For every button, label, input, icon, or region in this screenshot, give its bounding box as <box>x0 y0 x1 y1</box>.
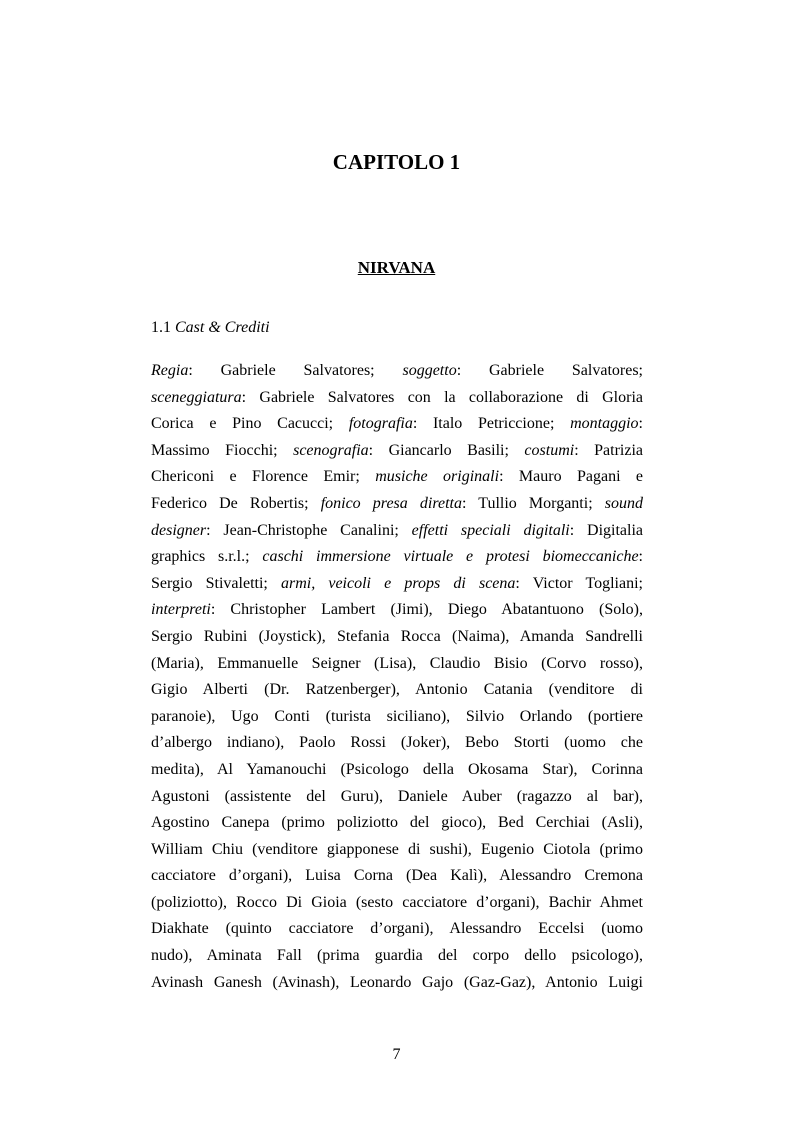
chapter-title: NIRVANA <box>357 258 436 277</box>
credit-text: : Patrizia <box>574 441 644 459</box>
credit-role-label: designer <box>151 521 207 539</box>
body-line <box>151 863 643 890</box>
credit-text: Sergio Stivaletti; <box>151 574 281 592</box>
credit-text: : Mauro Pagani e <box>499 468 644 486</box>
credit-role-label: armi, veicoli e props di scena <box>280 574 516 592</box>
body-line <box>151 943 643 970</box>
credit-text: nudo), Aminata Fall (prima guardia del corpo dello psicologo), <box>151 947 643 965</box>
body-line <box>151 890 643 917</box>
body-line <box>151 730 643 757</box>
body-line <box>151 757 643 784</box>
credit-role-label: montaggio <box>570 415 639 433</box>
credit-role-label: caschi immersione virtuale e protesi biomeccaniche <box>262 548 639 566</box>
body-line <box>151 810 643 837</box>
credit-text: cacciatore d’organi), Luisa Corna (Dea Kalì), Alessandro Cremona <box>151 867 643 885</box>
credit-role-label: interpreti <box>151 601 211 619</box>
credit-text: (Maria), Emmanuelle Seigner (Lisa), Claudio Bisio (Corvo rosso), <box>151 654 643 672</box>
credit-text: : Victor Togliani; <box>515 574 643 592</box>
credit-text: medita), Al Yamanouchi (Psicologo della Okosama Star), Corinna <box>151 760 643 778</box>
credit-text: Diakhate (quinto cacciatore d’organi), Alessandro Eccelsi (uomo <box>151 920 643 938</box>
body-line <box>151 837 643 864</box>
credit-text: (poliziotto), Rocco Di Gioia (sesto cacciatore d’organi), Bachir Ahmet <box>151 893 643 911</box>
credit-text: : Giancarlo Basili; <box>368 441 525 459</box>
credit-role-label: sceneggiatura <box>151 388 242 406</box>
section-title: Cast & Crediti <box>175 319 270 336</box>
credit-text: : <box>638 415 643 433</box>
body-text <box>151 358 643 996</box>
credit-text: Massimo Fiocchi; <box>151 441 294 459</box>
body-line <box>151 464 643 491</box>
credit-text: Corica e Pino Cacucci; <box>151 415 349 433</box>
credit-role-label: Regia <box>151 362 189 379</box>
body-line <box>151 385 643 412</box>
credit-text: : <box>638 548 643 566</box>
body-line <box>151 491 643 518</box>
credit-text: graphics s.r.l.; <box>151 548 263 566</box>
credit-text: paranoie), Ugo Conti (turista siciliano), Silvio Orlando (portiere <box>151 707 643 725</box>
section-heading <box>151 319 270 337</box>
credit-text: Federico De Robertis; <box>151 494 321 512</box>
chapter-heading: CAPITOLO 1 <box>332 150 461 174</box>
credit-role-label: musiche originali <box>375 468 500 486</box>
body-line <box>151 677 643 704</box>
credit-role-label: scenografia <box>293 441 369 459</box>
credit-text: : Italo Petriccione; <box>412 415 571 433</box>
body-line <box>151 411 643 438</box>
credit-role-label: effetti speciali digitali <box>411 521 570 539</box>
body-line <box>151 624 643 651</box>
credit-text: Sergio Rubini (Joystick), Stefania Rocca (Naima), Amanda Sandrelli <box>151 627 643 645</box>
body-line <box>151 651 643 678</box>
credit-text: Avinash Ganesh (Avinash), Leonardo Gajo (Gaz-Gaz), Antonio Luigi <box>151 973 643 991</box>
credit-text: : Gabriele Salvatores; <box>456 362 643 379</box>
page-number: 7 <box>392 1046 401 1063</box>
credit-text: Gigio Alberti (Dr. Ratzenberger), Antonio Catania (venditore di <box>151 681 643 699</box>
body-line <box>151 571 643 598</box>
section-number: 1.1 <box>151 319 171 336</box>
body-line <box>151 704 643 731</box>
body-line <box>151 358 643 385</box>
body-line <box>151 544 643 571</box>
credit-role-label: fonico presa diretta <box>320 494 462 512</box>
credit-role-label: fotografia <box>348 415 413 433</box>
body-line <box>151 597 643 624</box>
body-line <box>151 438 643 465</box>
credit-role-label: soggetto <box>402 362 457 379</box>
body-line <box>151 916 643 943</box>
credit-text: d’albergo indiano), Paolo Rossi (Joker), Bebo Storti (uomo che <box>151 734 643 752</box>
credit-role-label: costumi <box>524 441 575 459</box>
credit-text: Agostino Canepa (primo poliziotto del gioco), Bed Cerchiai (Asli), <box>151 814 643 832</box>
credit-text: William Chiu (venditore giapponese di sushi), Eugenio Ciotola (primo <box>151 840 643 858</box>
body-line <box>151 784 643 811</box>
credit-text: : Christopher Lambert (Jimi), Diego Abatantuono (Solo), <box>210 601 643 619</box>
credit-text: : Gabriele Salvatores con la collaborazione di Gloria <box>241 388 643 406</box>
credit-role-label: sound <box>604 494 643 512</box>
body-line <box>151 518 643 545</box>
credit-text: Chericoni e Florence Emir; <box>151 468 376 486</box>
credit-text: Agustoni (assistente del Guru), Daniele Auber (ragazzo al bar), <box>151 787 643 805</box>
credit-text: : Tullio Morganti; <box>461 494 605 512</box>
body-line <box>151 970 643 997</box>
credit-text: : Digitalia <box>569 521 644 539</box>
credit-text: : Gabriele Salvatores; <box>188 362 403 379</box>
credit-text: : Jean-Christophe Canalini; <box>206 521 412 539</box>
